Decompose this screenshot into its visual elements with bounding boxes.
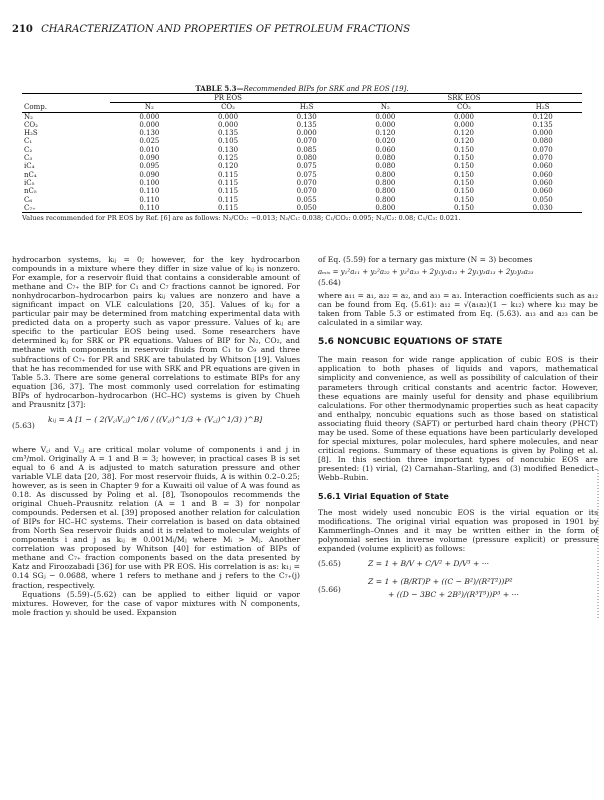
bip-value-cell: 0.120 bbox=[375, 129, 396, 138]
bip-value-cell: 0.800 bbox=[375, 170, 396, 179]
table-note: Values recommended for PR EOS by Ref. [6] are as follows: N₂/CO₂: −0.013; N₂/C₁: 0.038; C₁/CO₂: 0.095; N₂/C₂: 0.08; C₁/C₃: 0.021. bbox=[22, 214, 461, 223]
table-label: TABLE 5.3— bbox=[195, 84, 244, 93]
bip-value-cell: 0.025 bbox=[139, 137, 160, 146]
bip-value-cell: 0.800 bbox=[375, 203, 396, 212]
right-paragraph-4: The most widely used noncubic EOS is the virial equation or its modifications. The original virial equation was proposed in 1901 by Kammerlingh–Onnes and it may be written either in the form of polynomial series in inverse volume (pressure explicit) or pressure expanded (volume explicit) as follows: bbox=[318, 508, 598, 554]
column-header: H₂S bbox=[299, 103, 314, 112]
table-caption-text: Recommended BIPs for SRK and PR EOS [19]. bbox=[243, 85, 409, 93]
bip-value-cell: 0.150 bbox=[453, 145, 475, 154]
bip-value-cell: 0.080 bbox=[375, 162, 396, 171]
table-row bbox=[22, 137, 582, 145]
bip-value-cell: 0.050 bbox=[532, 195, 553, 204]
component-cell: iC₅ bbox=[24, 178, 35, 187]
table-row bbox=[22, 129, 582, 137]
bip-value-cell: 0.000 bbox=[375, 120, 396, 129]
bip-value-cell: 0.120 bbox=[532, 112, 553, 121]
bip-value-cell: 0.000 bbox=[139, 120, 160, 129]
equation-body: Z = 1 + B/V + C/V² + D/V³ + ··· bbox=[368, 559, 489, 569]
bip-value-cell: 0.070 bbox=[296, 137, 317, 146]
component-cell: H₂S bbox=[24, 129, 38, 138]
bip-value-cell: 0.120 bbox=[453, 137, 475, 146]
right-paragraph-2: where a₁₁ = a₁, a₂₂ = a₂, and a₃₃ = a₃. Interaction coefficients such as a₁₂ can be found from Eq. (5.61): a₁₂ = √(a₁a₂)(1 − k₁₂) where k₁₂ may be taken from Table 5.3 or estimated from Eq. (5.63). a₁₃ and a₂₃ can be calculated in a similar way. bbox=[318, 291, 598, 328]
bip-value-cell: 0.105 bbox=[218, 137, 239, 146]
bip-value-cell: 0.090 bbox=[139, 170, 160, 179]
right-paragraph-1: of Eq. (5.59) for a ternary gas mixture (N = 3) becomes bbox=[318, 255, 533, 264]
bip-value-cell: 0.090 bbox=[139, 154, 160, 163]
bip-value-cell: 0.060 bbox=[532, 162, 553, 171]
equation-5-65 bbox=[318, 559, 598, 573]
bip-value-cell: 0.130 bbox=[296, 112, 317, 121]
equation-number: (5.65) bbox=[318, 559, 341, 569]
bip-value-cell: 0.000 bbox=[296, 129, 317, 138]
component-cell: nC₄ bbox=[24, 170, 37, 179]
bip-value-cell: 0.150 bbox=[453, 162, 475, 171]
bip-value-cell: 0.070 bbox=[532, 145, 553, 154]
bip-value-cell: 0.070 bbox=[296, 178, 317, 187]
bip-value-cell: 0.115 bbox=[218, 170, 239, 179]
bip-table bbox=[22, 93, 582, 222]
equation-line-1: Z = 1 + (B/RT)P + ((C − B²)/(R²T²))P² bbox=[368, 577, 513, 587]
subsection-title: 5.6.1 Virial Equation of State bbox=[318, 492, 449, 502]
column-header-row bbox=[22, 103, 582, 112]
component-cell: N₂ bbox=[24, 112, 33, 121]
bip-value-cell: 0.000 bbox=[453, 112, 475, 121]
bip-value-cell: 0.060 bbox=[532, 178, 553, 187]
bip-value-cell: 0.150 bbox=[453, 178, 475, 187]
component-cell: iC₄ bbox=[24, 162, 35, 171]
bip-value-cell: 0.150 bbox=[453, 154, 475, 163]
group-header-pr: PR EOS bbox=[110, 94, 346, 103]
component-cell: CO₂ bbox=[24, 120, 38, 129]
running-header bbox=[12, 24, 410, 35]
bip-value-cell: 0.010 bbox=[139, 145, 160, 154]
bip-value-cell: 0.150 bbox=[453, 170, 475, 179]
section-title: 5.6 NONCUBIC EQUATIONS OF STATE bbox=[318, 337, 503, 348]
bip-value-cell: 0.150 bbox=[453, 195, 475, 204]
equation-number: (5.63) bbox=[12, 420, 35, 430]
equation-5-64-number: (5.64) bbox=[318, 278, 341, 288]
bip-value-cell: 0.080 bbox=[296, 154, 317, 163]
table-row bbox=[22, 187, 582, 195]
bip-value-cell: 0.000 bbox=[375, 112, 396, 121]
table-row bbox=[22, 112, 582, 121]
bip-value-cell: 0.070 bbox=[532, 154, 553, 163]
equation-5-66 bbox=[318, 577, 598, 603]
bip-value-cell: 0.075 bbox=[296, 162, 317, 171]
running-title: CHARACTERIZATION AND PROPERTIES OF PETROLEUM FRACTIONS bbox=[41, 24, 411, 35]
column-header: H₂S bbox=[535, 103, 550, 112]
bip-value-cell: 0.000 bbox=[532, 129, 553, 138]
equation-body: kᵢⱼ = A [1 − ( 2(V꜀ᵢV꜀ⱼ)^1/6 / ((V꜀ᵢ)^1/3 + (V꜀ⱼ)^1/3) )^B] bbox=[48, 414, 263, 424]
bip-value-cell: 0.110 bbox=[139, 195, 160, 204]
bip-value-cell: 0.080 bbox=[532, 137, 553, 146]
equation-number: (5.66) bbox=[318, 585, 341, 595]
column-header: N₂ bbox=[380, 103, 390, 112]
bip-value-cell: 0.800 bbox=[375, 178, 396, 187]
bip-value-cell: 0.150 bbox=[453, 187, 475, 196]
bip-value-cell: 0.030 bbox=[532, 203, 553, 212]
bip-value-cell: 0.000 bbox=[218, 120, 239, 129]
column-header: CO₂ bbox=[221, 103, 235, 112]
bip-value-cell: 0.060 bbox=[532, 170, 553, 179]
column-header: CO₂ bbox=[457, 103, 471, 112]
equation-5-63 bbox=[12, 415, 300, 439]
column-header: N₂ bbox=[144, 103, 154, 112]
bip-value-cell: 0.060 bbox=[375, 145, 396, 154]
left-paragraph-1: hydrocarbon systems, kᵢⱼ = 0; however, for the key hydrocarbon compounds in a mixture where they differ in size value of kᵢⱼ is nonzero. For example, for a reservoir fluid that contains a considerable amount of methane and C₇₊ the BIP for C₁ and C₇ fractions cannot be ignored. For nonhydrocarbon–hydrocarbon pairs kᵢⱼ values are nonzero and have a significant impact on VLE calculations [20, 35]. Values of kᵢⱼ for a particular pair may be determined from matching experimental data with predicted data on a property such as vapor pressure. Values of kᵢⱼ are specific to the particular EOS being used. Some researchers have determined kᵢⱼ for SRK or PR equations. Values of BIP for N₂, CO₂, and methane with components in reservoir fluids from C₁ to C₉ and three subfractions of C₇₊ for PR and SRK are tabulated by Whitson [19]. Values that he has recommended for use with SRK and PR equations are given in Table 5.3. There are some general correlations to estimate BIPs for any equation [36, 37]. The most commonly used correlation for estimating BIPs of hydrocarbon–hydrocarbon (HC–HC) systems is given by Chueh and Prausnitz [37]: bbox=[12, 255, 300, 409]
bip-value-cell: 0.020 bbox=[375, 137, 396, 146]
table-body bbox=[22, 112, 582, 213]
bip-value-cell: 0.055 bbox=[296, 195, 317, 204]
bip-value-cell: 0.150 bbox=[453, 203, 475, 212]
left-column bbox=[12, 255, 300, 617]
table-row bbox=[22, 121, 582, 129]
group-header-srk: SRK EOS bbox=[346, 94, 582, 103]
component-cell: C₇₊ bbox=[24, 203, 36, 212]
right-column bbox=[318, 255, 598, 603]
component-cell: C₁ bbox=[24, 137, 33, 146]
bip-value-cell: 0.130 bbox=[218, 145, 239, 154]
component-cell: nC₅ bbox=[24, 187, 37, 196]
bip-value-cell: 0.070 bbox=[296, 187, 317, 196]
bip-value-cell: 0.000 bbox=[218, 112, 239, 121]
component-cell: C₂ bbox=[24, 145, 33, 154]
left-paragraph-2: where V꜀ᵢ and V꜀ⱼ are critical molar volume of components i and j in cm³/mol. Originally A = 1 and B = 3; however, in practical cases B is set equal to 6 and A is adjusted to match saturation pressure and other variable VLE data [20, 38]. For most reservoir fluids, A is within 0.2–0.25; however, as is seen in Chapter 9 for a Kuwaiti oil value of A was found as 0.18. As discussed by Poling et al. [8], Tsonopoulos recommends the original Chueh–Prausnitz relation (A = 1 and B = 3) for nonpolar compounds. Pedersen et al. [39] proposed another relation for calculation of BIPs for HC–HC systems. Their correlation is based on data obtained from North Sea reservoir fluids and it is related to molecular weights of components i and j as kᵢⱼ ≅ 0.001Mᵢ/Mⱼ where Mᵢ > Mⱼ. Another correlation was proposed by Whitson [40] for estimation of BIPs of methane and C₇₊ fraction components based on the data presented by Katz and Firoozabadi [36] for use with PR EOS. His correlation is as: k₁ⱼ = 0.14 SGⱼ − 0.0688, where 1 refers to methane and j refers to the C₇₊(j) fraction, respectively. bbox=[12, 444, 300, 590]
bip-value-cell: 0.125 bbox=[218, 154, 239, 163]
bip-value-cell: 0.130 bbox=[139, 129, 160, 138]
bip-value-cell: 0.100 bbox=[139, 178, 160, 187]
table-row bbox=[22, 196, 582, 204]
bip-value-cell: 0.115 bbox=[218, 187, 239, 196]
bip-value-cell: 0.095 bbox=[139, 162, 160, 171]
bip-value-cell: 0.085 bbox=[296, 145, 317, 154]
page-number: 210 bbox=[12, 24, 33, 35]
bip-value-cell: 0.115 bbox=[218, 203, 239, 212]
bip-value-cell: 0.115 bbox=[218, 195, 239, 204]
bip-value-cell: 0.135 bbox=[296, 120, 317, 129]
margin-dotted-line bbox=[596, 470, 600, 620]
bip-value-cell: 0.080 bbox=[375, 154, 396, 163]
bip-value-cell: 0.800 bbox=[375, 195, 396, 204]
table-row bbox=[22, 162, 582, 170]
table-row bbox=[22, 204, 582, 213]
bip-value-cell: 0.000 bbox=[453, 120, 475, 129]
bip-value-cell: 0.000 bbox=[139, 112, 160, 121]
equation-line-2: + ((D − 3BC + 2B³)/(R³T³))P³ + ··· bbox=[388, 590, 519, 600]
bip-value-cell: 0.120 bbox=[218, 162, 239, 171]
equation-5-64: aₘᵢₓ = y₁²a₁₁ + y₂²a₂₂ + y₃²a₃₃ + 2y₁y₂a₁₂ + 2y₁y₃a₁₃ + 2y₂y₃a₂₃ bbox=[318, 268, 534, 277]
table-row bbox=[22, 154, 582, 162]
table-caption bbox=[0, 84, 604, 93]
column-header: Comp. bbox=[24, 103, 47, 112]
bip-value-cell: 0.110 bbox=[139, 187, 160, 196]
bip-value-cell: 0.800 bbox=[375, 187, 396, 196]
bip-value-cell: 0.060 bbox=[532, 187, 553, 196]
right-paragraph-3: The main reason for wide range application of cubic EOS is their application to both phases of liquids and vapors, mathematical simplicity and convenience, as well as possibility of calculation of their parameters through critical constants and acentric factor. However, these equations are mainly useful for density and phase equilibrium calculations. For other thermodynamic properties such as heat capacity and enthalpy, noncubic equations such as those based on statistical associating fluid theory (SAFT) or perturbed hard chain theory (PHCT) may be used. Some of these equations have been particularly developed for special mixtures, polar molecules, hard sphere molecules, and near critical regions. Summary of these equations is given by Poling et al. [8]. In this section three important types of noncubic EOS are presented: (1) virial, (2) Carnahan–Starling, and (3) modified Benedict–Webb–Rubin. bbox=[318, 355, 598, 482]
table-row bbox=[22, 171, 582, 179]
table-row bbox=[22, 179, 582, 187]
bip-value-cell: 0.120 bbox=[453, 129, 475, 138]
bip-value-cell: 0.135 bbox=[532, 120, 553, 129]
table-row bbox=[22, 146, 582, 154]
bip-value-cell: 0.135 bbox=[218, 129, 239, 138]
bip-value-cell: 0.075 bbox=[296, 170, 317, 179]
left-paragraph-3: Equations (5.59)–(5.62) can be applied to either liquid or vapor mixtures. However, for the case of vapor mixtures with N components, mole fraction yᵢ should be used. Expansion bbox=[12, 589, 300, 617]
bip-value-cell: 0.050 bbox=[296, 203, 317, 212]
component-cell: C₃ bbox=[24, 154, 33, 163]
bip-value-cell: 0.110 bbox=[139, 203, 160, 212]
component-cell: C₆ bbox=[24, 195, 33, 204]
bip-value-cell: 0.115 bbox=[218, 178, 239, 187]
